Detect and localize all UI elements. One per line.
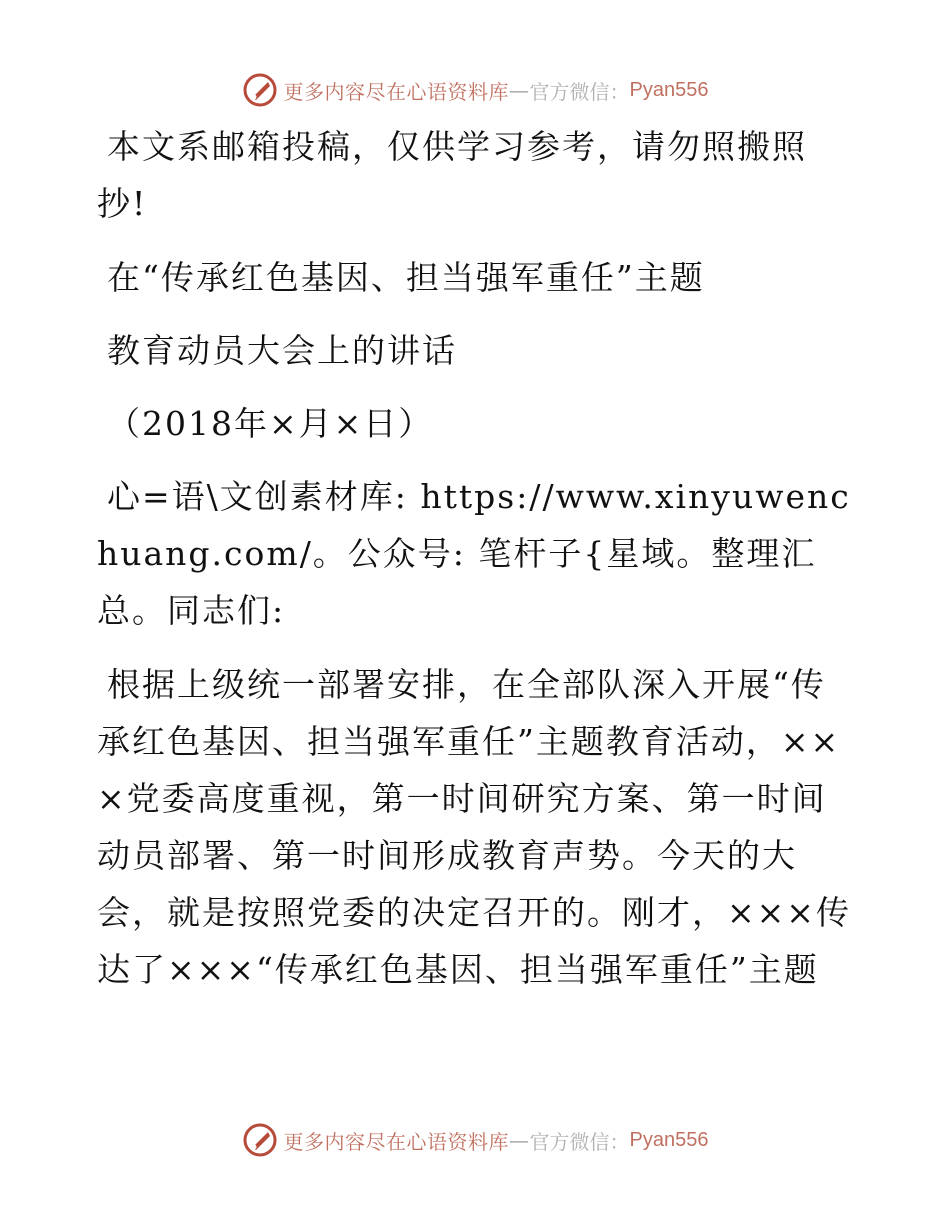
watermark-wechat-id: Pyan556 — [629, 78, 709, 101]
watermark-wechat-label: 官方微信： — [529, 79, 630, 104]
title-line-2: 教育动员大会上的讲话 — [107, 331, 457, 370]
watermark-wechat-label: 官方微信： — [529, 1129, 630, 1154]
body-paragraph: 根据上级统一部署安排，在全部队深入开展“传承红色基因、担当强军重任”主题教育活动，×××党委高度重视，第一时间研究方案、第一时间动员部署、第一时间形成教育声势。今天的大会，就是按照党委的决定召开的。刚才，×××传达了×××“传承红色基因、担当强军重任”主题 — [97, 665, 851, 989]
watermark-separator: — — [509, 78, 530, 102]
watermark-text: 更多内容尽在心语资料库 — [283, 1129, 510, 1154]
watermark-separator: — — [509, 1128, 530, 1152]
header-watermark — [0, 70, 950, 110]
quill-seal-icon — [242, 72, 278, 108]
date-line: （2018年×月×日） — [107, 404, 434, 443]
source-paragraph: 心=语\文创素材库: https://www.xinyuwenchuang.com/。公众号: 笔杆子{星域。整理汇总。同志们: — [97, 477, 851, 630]
document-body — [97, 118, 857, 1015]
watermark-text: 更多内容尽在心语资料库 — [283, 79, 510, 104]
notice-paragraph: 本文系邮箱投稿，仅供学习参考，请勿照搬照抄! — [97, 127, 807, 223]
title-line-1: 在“传承红色基因、担当强军重任”主题 — [107, 258, 705, 297]
watermark-wechat-id: Pyan556 — [629, 1128, 709, 1151]
footer-watermark — [0, 1120, 950, 1160]
quill-seal-icon — [242, 1122, 278, 1158]
